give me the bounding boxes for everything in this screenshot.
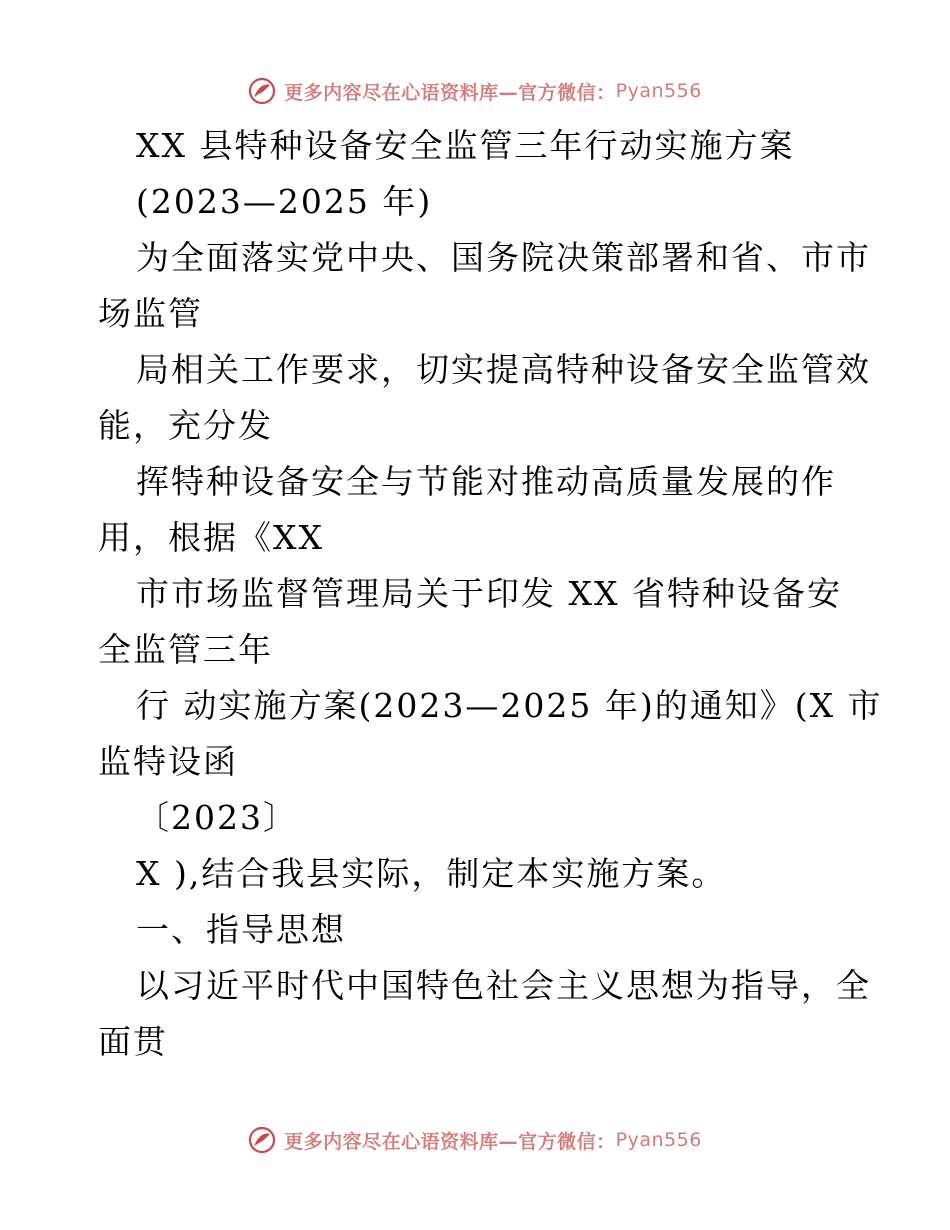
paragraph-line: 监特设函	[98, 742, 238, 781]
paragraph-line: 〔2023〕	[136, 798, 298, 837]
watermark-text: 更多内容尽在心语资料库—官方微信：	[284, 81, 616, 104]
brand-logo-icon	[248, 77, 276, 105]
header-watermark	[0, 71, 950, 111]
paragraph-line: 用，根据《XX	[98, 518, 324, 557]
paragraph-line: 面贯	[98, 1022, 168, 1061]
paragraph-line: 行 动实施方案(2023—2025 年)的通知》(X 市	[136, 686, 883, 725]
paragraph-line: 局相关工作要求，切实提高特种设备安全监管效	[136, 350, 871, 389]
brand-logo-icon	[248, 1126, 276, 1154]
watermark-text: 更多内容尽在心语资料库—官方微信：	[284, 1130, 616, 1153]
document-title: XX 县特种设备安全监管三年行动实施方案	[136, 126, 795, 165]
paragraph-line: 以习近平时代中国特色社会主义思想为指导，全	[136, 966, 871, 1005]
watermark-wechat-id: Pyan556	[615, 80, 702, 102]
paragraph-line: 场监管	[98, 294, 203, 333]
paragraph-line: 为全面落实党中央、国务院决策部署和省、市市	[136, 238, 871, 277]
document-body	[98, 118, 883, 1070]
paragraph-line: 挥特种设备安全与节能对推动高质量发展的作	[136, 462, 836, 501]
paragraph-line: 能，充分发	[98, 406, 273, 445]
paragraph-line: 全监管三年	[98, 630, 273, 669]
paragraph-line: 市市场监督管理局关于印发 XX 省特种设备安	[136, 574, 842, 613]
document-subtitle: (2023—2025 年)	[136, 182, 433, 221]
footer-watermark	[0, 1120, 950, 1160]
section-heading: 一、指导思想	[136, 910, 346, 949]
paragraph-line: X ),结合我县实际，制定本实施方案。	[136, 854, 727, 893]
watermark-wechat-id: Pyan556	[615, 1129, 702, 1151]
